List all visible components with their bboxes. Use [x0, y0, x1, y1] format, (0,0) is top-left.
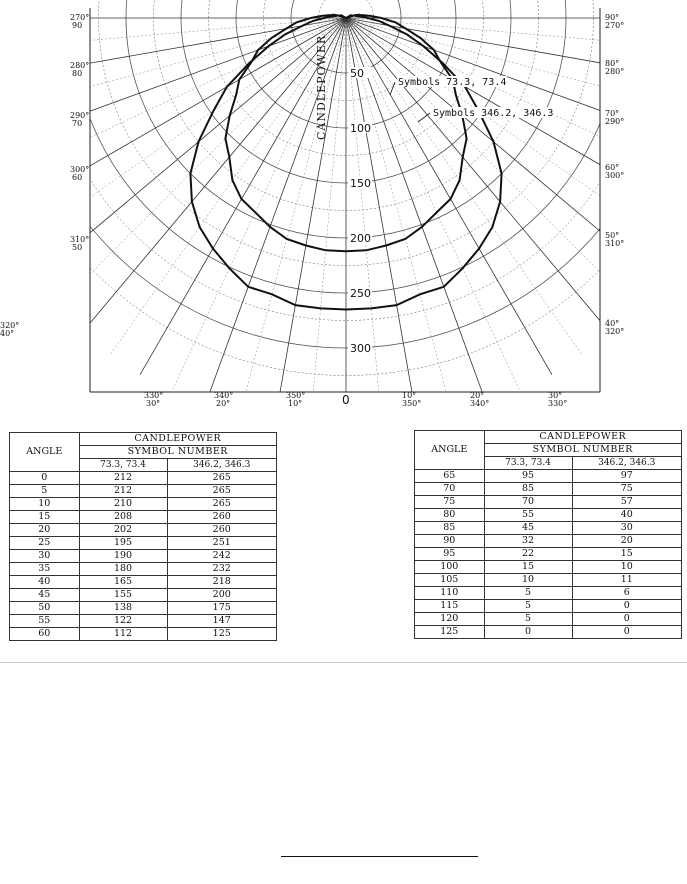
angle-header: ANGLE: [415, 431, 485, 470]
radial-tick-label: 100: [350, 122, 371, 135]
table-row: [415, 548, 682, 561]
value-cell: 10: [484, 574, 572, 587]
angle-label-left: 350°: [286, 391, 306, 400]
annotation-leader: [418, 113, 430, 122]
value-cell: 57: [572, 496, 682, 509]
page-divider: [0, 662, 687, 663]
value-cell: 97: [572, 470, 682, 483]
angle-cell: 20: [10, 524, 80, 537]
angle-cell: 15: [10, 511, 80, 524]
col-a-header: 73.3, 73.4: [79, 459, 167, 472]
table-row: [10, 498, 277, 511]
table-row: [415, 613, 682, 626]
col-a-header: 73.3, 73.4: [484, 457, 572, 470]
grid-radial-line: [346, 18, 687, 192]
angle-label-left-sub: 20°: [216, 399, 231, 408]
angle-label-right: 80°: [605, 59, 620, 68]
value-cell: 218: [167, 576, 277, 589]
angle-label-left-sub: 30°: [146, 399, 161, 408]
angle-cell: 5: [10, 485, 80, 498]
value-cell: 210: [79, 498, 167, 511]
value-cell: 5: [484, 600, 572, 613]
angle-label-right-sub: 270°: [605, 21, 625, 30]
value-cell: 200: [167, 589, 277, 602]
symbol-number-header: SYMBOL NUMBER: [79, 446, 276, 459]
table-row: [10, 563, 277, 576]
angle-cell: 75: [415, 496, 485, 509]
table-row: [415, 600, 682, 613]
value-cell: 212: [79, 472, 167, 485]
polar-candlepower-chart: [0, 0, 687, 410]
angle-label-right-sub: 340°: [470, 399, 490, 408]
value-cell: 122: [79, 615, 167, 628]
grid-radial-line: [239, 18, 346, 410]
value-cell: 190: [79, 550, 167, 563]
value-cell: 242: [167, 550, 277, 563]
angle-label-left-sub: 40°: [0, 329, 15, 338]
angle-cell: 25: [10, 537, 80, 550]
table-row: [415, 509, 682, 522]
angle-label-left: 340°: [214, 391, 234, 400]
table-row: [415, 626, 682, 639]
series-annotation: Symbols 346.2, 346.3: [433, 108, 554, 119]
angle-cell: 35: [10, 563, 80, 576]
col-b-header: 346.2, 346.3: [572, 457, 682, 470]
angle-label-right: 10°: [402, 391, 417, 400]
table-row: [10, 524, 277, 537]
angle-cell: 40: [10, 576, 80, 589]
radial-tick-label: 200: [350, 232, 371, 245]
angle-label-right-sub: 310°: [605, 239, 625, 248]
angle-cell: 60: [10, 628, 80, 641]
grid-radial-line: [0, 18, 346, 192]
table-row: [415, 522, 682, 535]
table-row: [10, 472, 277, 485]
value-cell: 30: [572, 522, 682, 535]
annotation-leader: [390, 82, 395, 95]
value-cell: 125: [167, 628, 277, 641]
table-row: [10, 576, 277, 589]
angle-label-right: 30°: [548, 391, 563, 400]
value-cell: 0: [572, 600, 682, 613]
footer-rule: [281, 856, 478, 857]
value-cell: 15: [572, 548, 682, 561]
value-cell: 10: [572, 561, 682, 574]
candlepower-header: CANDLEPOWER: [484, 431, 681, 444]
value-cell: 75: [572, 483, 682, 496]
angle-label-left-sub: 80: [72, 69, 83, 78]
grid-radial-line: [346, 18, 520, 391]
grid-radial-line: [274, 18, 346, 410]
table-row: [10, 485, 277, 498]
table-row: [415, 535, 682, 548]
angle-label-left-sub: 60: [72, 173, 83, 182]
value-cell: 0: [572, 613, 682, 626]
value-cell: 202: [79, 524, 167, 537]
angle-cell: 65: [415, 470, 485, 483]
angle-label-right: 90°: [605, 13, 620, 22]
angle-cell: 50: [10, 602, 80, 615]
angle-label-left-sub: 10°: [288, 399, 303, 408]
value-cell: 212: [79, 485, 167, 498]
angle-label-left-sub: 50: [72, 243, 83, 252]
table-row: [415, 561, 682, 574]
zero-angle-label: 0: [342, 393, 350, 407]
col-b-header: 346.2, 346.3: [167, 459, 277, 472]
angle-cell: 125: [415, 626, 485, 639]
value-cell: 40: [572, 509, 682, 522]
grid-arc: [0, 0, 687, 376]
angle-label-left: 320°: [0, 321, 20, 330]
value-cell: 22: [484, 548, 572, 561]
radial-tick-label: 300: [350, 342, 371, 355]
table-row: [415, 574, 682, 587]
radial-tick-label: 250: [350, 287, 371, 300]
table-row: [415, 470, 682, 483]
value-cell: 32: [484, 535, 572, 548]
value-cell: 5: [484, 587, 572, 600]
angle-label-left: 310°: [70, 235, 90, 244]
angle-cell: 105: [415, 574, 485, 587]
table-row: [415, 483, 682, 496]
grid-radial-line: [346, 18, 687, 224]
radial-tick-label: 50: [350, 67, 364, 80]
angle-cell: 45: [10, 589, 80, 602]
angle-header: ANGLE: [10, 433, 80, 472]
angle-label-left: 280°: [70, 61, 90, 70]
angle-label-right: 60°: [605, 163, 620, 172]
value-cell: 6: [572, 587, 682, 600]
angle-cell: 90: [415, 535, 485, 548]
value-cell: 180: [79, 563, 167, 576]
value-cell: 11: [572, 574, 682, 587]
radial-tick-label: 150: [350, 177, 371, 190]
table-row: [10, 615, 277, 628]
angle-label-right: 20°: [470, 391, 485, 400]
angle-cell: 85: [415, 522, 485, 535]
angle-label-left: 330°: [144, 391, 164, 400]
value-cell: 175: [167, 602, 277, 615]
angle-label-right: 50°: [605, 231, 620, 240]
angle-label-right-sub: 320°: [605, 327, 625, 336]
value-cell: 85: [484, 483, 572, 496]
angle-cell: 115: [415, 600, 485, 613]
value-cell: 0: [572, 626, 682, 639]
series-annotation: Symbols 73.3, 73.4: [398, 77, 507, 88]
candlepower-table-right: [414, 430, 682, 639]
value-cell: 265: [167, 472, 277, 485]
value-cell: 0: [484, 626, 572, 639]
radial-axis-title: CANDLEPOWER: [315, 34, 328, 140]
value-cell: 20: [572, 535, 682, 548]
angle-label-right-sub: 280°: [605, 67, 625, 76]
angle-label-left: 270°: [70, 13, 90, 22]
angle-label-left: 300°: [70, 165, 90, 174]
angle-label-left-sub: 90: [72, 21, 83, 30]
value-cell: 265: [167, 485, 277, 498]
grid-radial-line: [0, 18, 346, 159]
angle-cell: 70: [415, 483, 485, 496]
angle-label-right-sub: 290°: [605, 117, 625, 126]
value-cell: 45: [484, 522, 572, 535]
angle-label-right-sub: 350°: [402, 399, 422, 408]
angle-label-right-sub: 330°: [548, 399, 568, 408]
angle-label-right: 40°: [605, 319, 620, 328]
value-cell: 251: [167, 537, 277, 550]
value-cell: 138: [79, 602, 167, 615]
angle-cell: 55: [10, 615, 80, 628]
value-cell: 260: [167, 511, 277, 524]
value-cell: 15: [484, 561, 572, 574]
angle-cell: 80: [415, 509, 485, 522]
table-row: [10, 628, 277, 641]
value-cell: 165: [79, 576, 167, 589]
table-row: [10, 537, 277, 550]
value-cell: 95: [484, 470, 572, 483]
value-cell: 112: [79, 628, 167, 641]
value-cell: 208: [79, 511, 167, 524]
value-cell: 260: [167, 524, 277, 537]
value-cell: 5: [484, 613, 572, 626]
angle-cell: 100: [415, 561, 485, 574]
table-row: [415, 587, 682, 600]
grid-radial-line: [0, 18, 346, 90]
value-cell: 155: [79, 589, 167, 602]
value-cell: 147: [167, 615, 277, 628]
candlepower-table-left: [9, 432, 277, 641]
table-row: [415, 496, 682, 509]
value-cell: 232: [167, 563, 277, 576]
angle-label-right-sub: 300°: [605, 171, 625, 180]
symbol-number-header: SYMBOL NUMBER: [484, 444, 681, 457]
table-row: [10, 550, 277, 563]
angle-cell: 0: [10, 472, 80, 485]
value-cell: 55: [484, 509, 572, 522]
value-cell: 265: [167, 498, 277, 511]
value-cell: 195: [79, 537, 167, 550]
candlepower-header: CANDLEPOWER: [79, 433, 276, 446]
table-row: [10, 589, 277, 602]
table-row: [10, 511, 277, 524]
grid-radial-line: [346, 18, 552, 375]
angle-label-left: 290°: [70, 111, 90, 120]
table-row: [10, 602, 277, 615]
angle-cell: 30: [10, 550, 80, 563]
angle-label-right: 70°: [605, 109, 620, 118]
angle-cell: 10: [10, 498, 80, 511]
grid-group: [0, 0, 687, 410]
angle-cell: 95: [415, 548, 485, 561]
value-cell: 70: [484, 496, 572, 509]
angle-label-left-sub: 70: [72, 119, 83, 128]
angle-cell: 120: [415, 613, 485, 626]
angle-cell: 110: [415, 587, 485, 600]
